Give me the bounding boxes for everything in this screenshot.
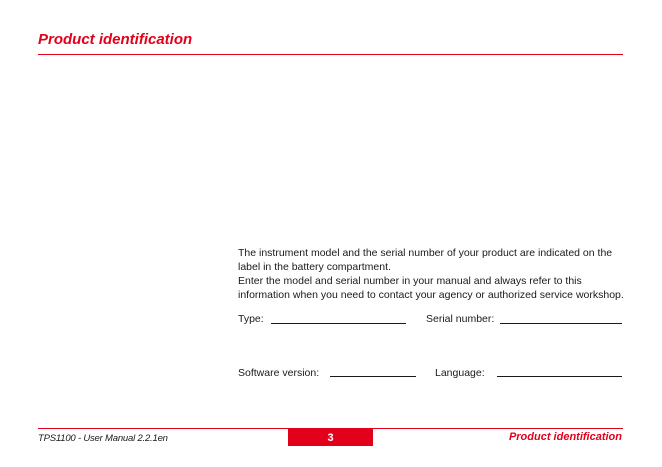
language-field-line[interactable] — [497, 376, 622, 377]
serial-number-field-line[interactable] — [500, 323, 622, 324]
instructions-paragraph-2: Enter the model and serial number in your manual and always refer to this information when you need to contact your agency or authorized service workshop. — [238, 275, 624, 301]
software-version-field-line[interactable] — [330, 376, 416, 377]
page-number-badge — [288, 429, 373, 446]
software-version-label: Software version: — [238, 367, 320, 379]
language-label: Language: — [435, 367, 485, 379]
page-number: 3 — [327, 431, 334, 444]
footer-manual-title: TPS1100 - User Manual 2.2.1en — [38, 433, 168, 444]
footer-section-title: Product identification — [508, 431, 622, 443]
type-field-line[interactable] — [271, 323, 406, 324]
instructions-text — [238, 246, 626, 302]
header-rule — [38, 54, 623, 55]
serial-number-label: Serial number: — [426, 313, 495, 325]
instructions-paragraph-1: The instrument model and the serial number of your product are indicated on the label in the battery compartment. — [238, 247, 613, 273]
type-label: Type: — [238, 313, 264, 325]
page-header-title: Product identification — [38, 31, 193, 48]
